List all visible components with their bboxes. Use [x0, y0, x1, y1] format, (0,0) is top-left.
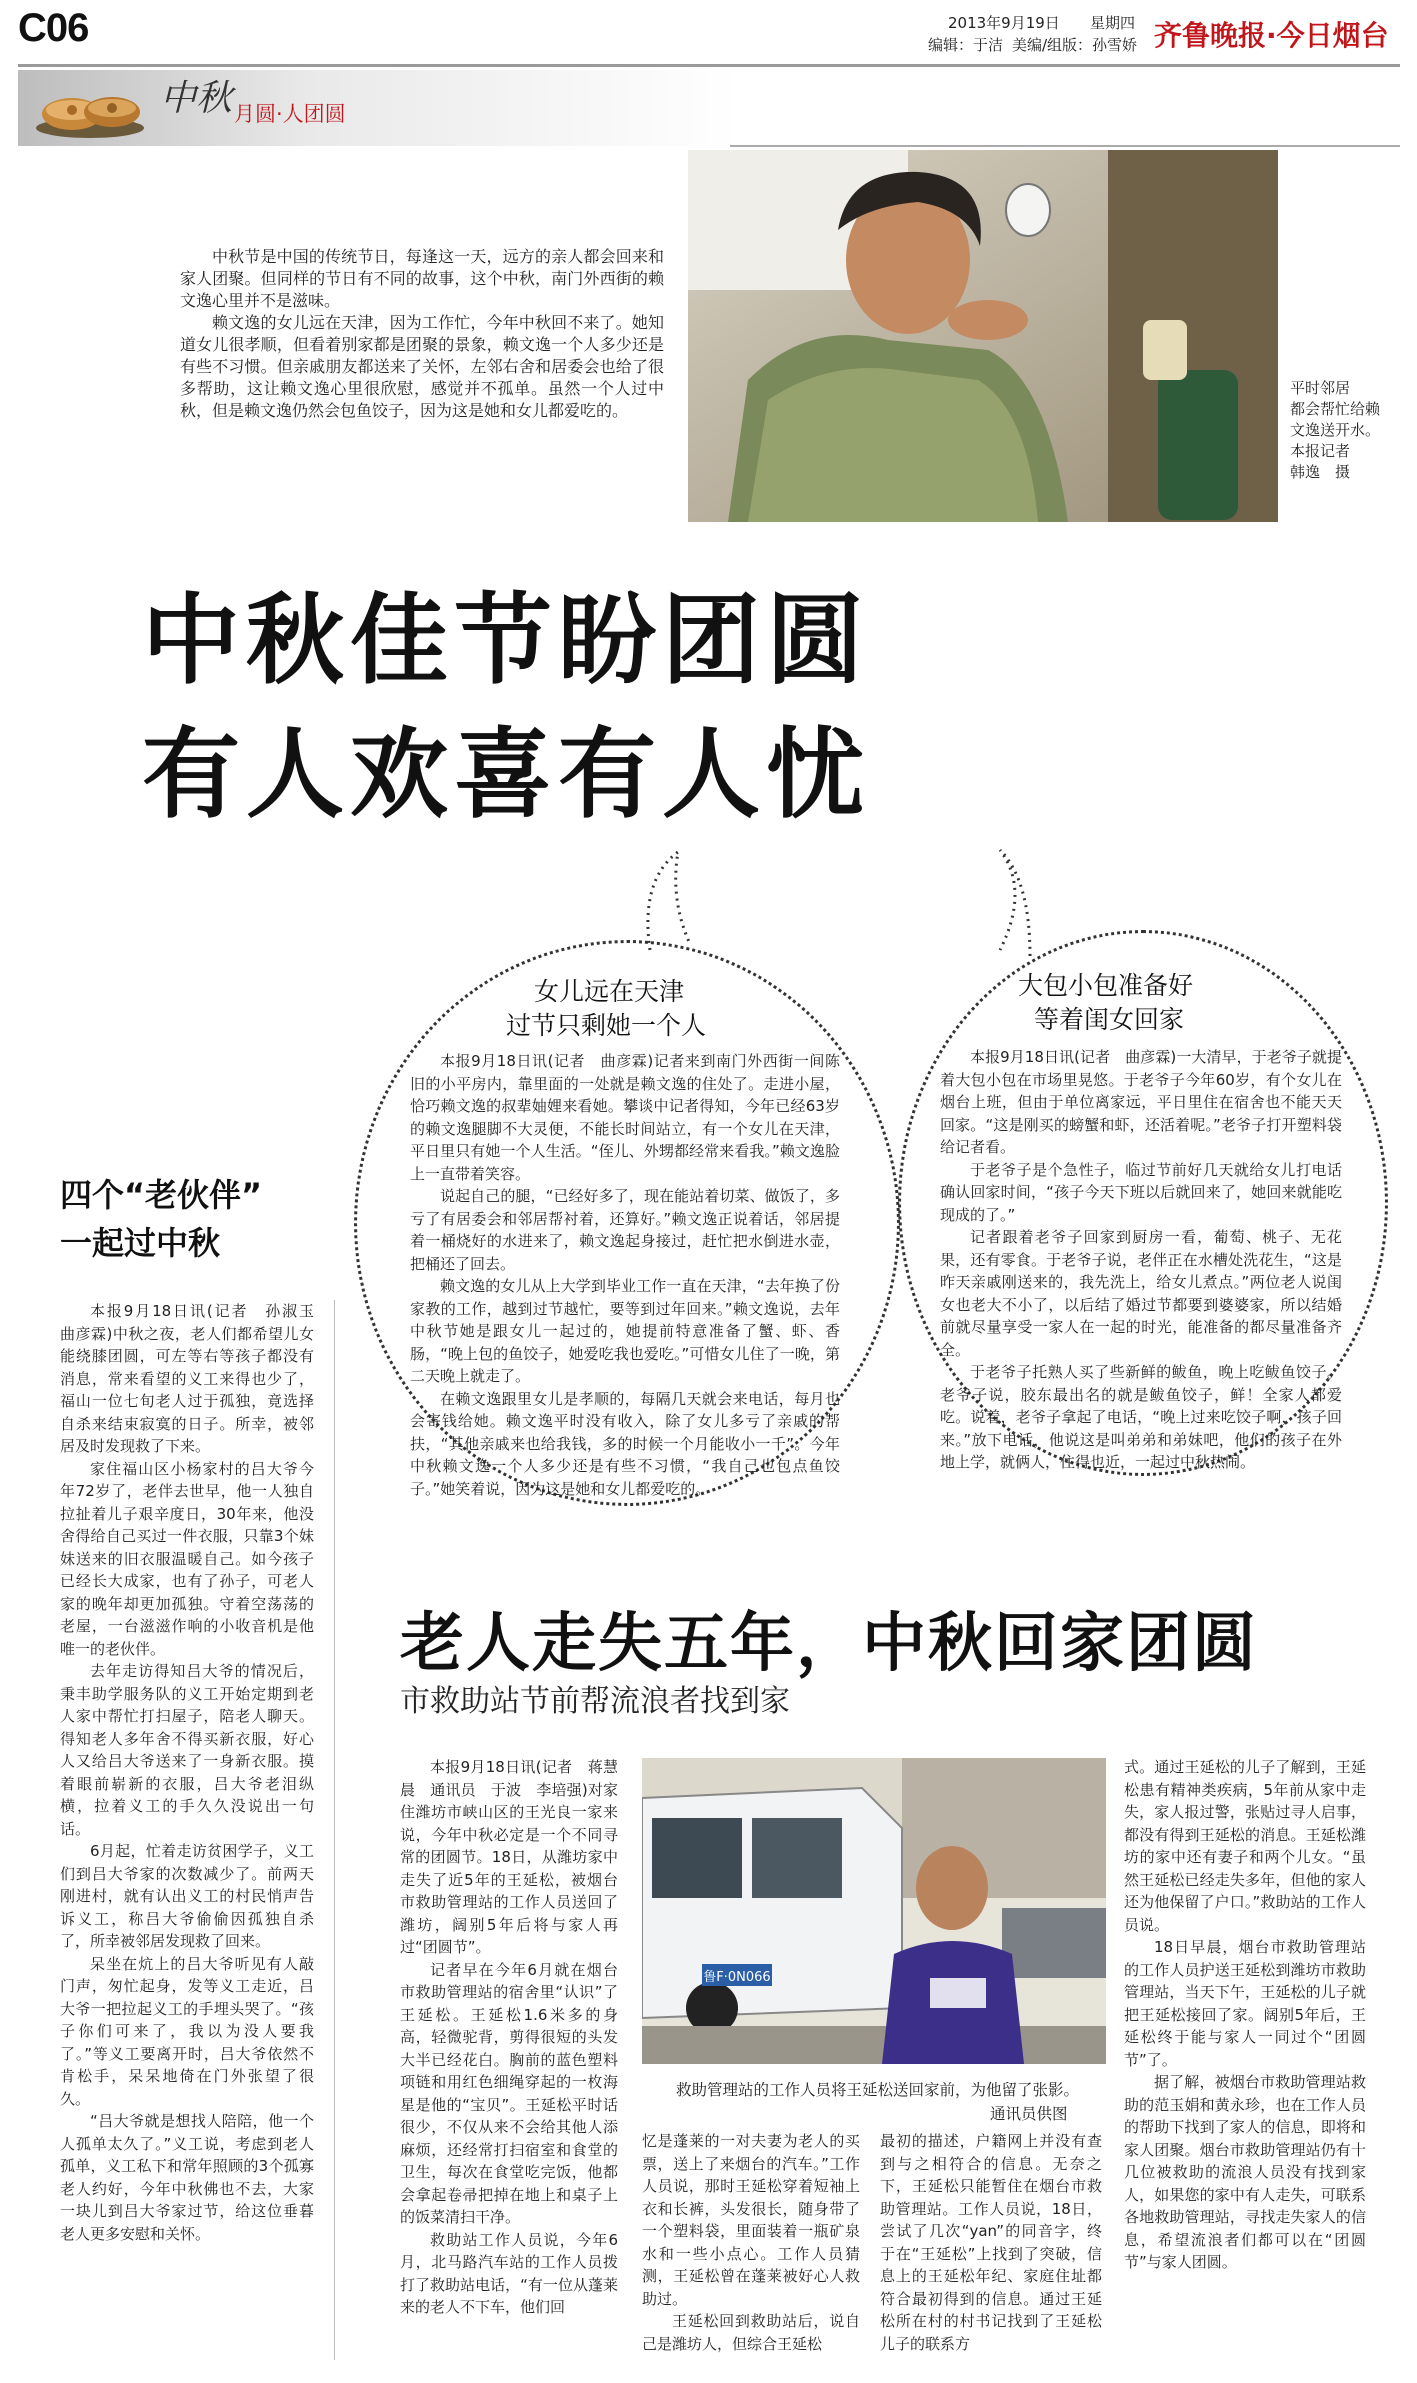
caption-line: 本报记者	[1290, 442, 1351, 460]
story2-photo-caption: 救助管理站的工作人员将王延松送回家前，为他留了张影。	[676, 2081, 1080, 2099]
story2-photo	[642, 1758, 1106, 2064]
bubble-left-title1: 女儿远在天津	[534, 977, 685, 1006]
section-calligraphy: 中秋	[160, 78, 233, 119]
story2-col1	[400, 1756, 618, 2319]
header-weekday: 星期四	[1090, 14, 1136, 32]
photo-caption	[1290, 378, 1402, 483]
column-divider	[334, 1300, 335, 2360]
story2-col3	[880, 2130, 1102, 2355]
story2-col2	[642, 2130, 860, 2355]
bubble-right-paragraph: 于老爷子是个急性子，临过节前好几天就给女儿打电话确认回家时间，“孩子今天下班以后就回来了，她回来就能吃现成的了。”	[940, 1160, 1342, 1224]
byline: 本报9月18日讯(记者 孙淑玉 曲彦霖)	[60, 1302, 330, 1343]
bubble-right-body	[940, 1046, 1342, 1474]
bubble-right-title1: 大包小包准备好	[1018, 971, 1194, 1000]
byline: 本报9月18日讯(记者 曲彦霖)	[970, 1048, 1177, 1066]
story2-paragraph: 最初的描述，户籍网上并没有查到与之相符合的信息。无奈之下，王延松只能暂住在烟台市救助管理站。工作人员说，18日，尝试了几次“yan”的同音字，终于在“王延松”上找到了突破，信息上的王延松年纪、家庭住址都符合最初得到的信息。通过王延松所在村的村书记找到了王延松儿子的联系方	[880, 2132, 1102, 2353]
story2-paragraph: 忆是蓬莱的一对夫妻为老人的买票，送上了来烟台的汽车。”工作人员说，那时王延松穿着短袖上衣和长裤，头发很长，随身带了一个塑料袋，里面装着一瓶矿泉水和一些小点心。工作人员猜测，王延松曾在蓬莱被好心人救助过。	[642, 2132, 860, 2308]
page-number: C06	[18, 6, 89, 50]
section-title: 月圆·人团圆	[234, 102, 346, 126]
bubble-right-paragraph: 记者跟着老爷子回家到厨房一看，葡萄、桃子、无花果，还有零食。于老爷子说，老伴正在水槽处洗花生，“这是昨天亲戚刚送来的，我先洗上，给女儿煮点。”两位老人说闺女也老大不小了，以后结了婚过节都要到婆婆家，所以结婚前就尽量享受一家人在一起的时光，能准备的都尽量准备齐全。	[940, 1228, 1342, 1359]
main-headline-line2: 有人欢喜有人忧	[142, 718, 871, 832]
side-story-paragraph: 6月起，忙着走访贫困学子，义工们到吕大爷家的次数减少了。前两天刚进村，就有认出义工的村民悄声告诉义工，称吕大爷偷偷因孤独自杀了，所幸被邻居发现救了回来。	[60, 1842, 314, 1950]
side-story-body	[60, 1300, 330, 2245]
mooncake-icon	[32, 78, 148, 140]
intro-paragraph: 中秋节是中国的传统节日，每逢这一天，远方的亲人都会回来和家人团聚。但同样的节日有不同的故事，这个中秋，南门外西街的赖文逸心里并不是滋味。	[180, 247, 664, 310]
story2-paragraph: 救助站工作人员说，今年6月，北马路汽车站的工作人员拨打了救助站电话，“有一位从蓬莱来的老人不下车，他们回	[400, 2230, 618, 2316]
story2-paragraph: 据了解，被烟台市救助管理站救助的范玉娟和黄永珍，也在工作人员的帮助下找到了家人的信息，即将和家人团聚。烟台市救助管理站仍有十几位被救助的流浪人员没有找到家人，如果您的家中有人走失，可联系各地救助管理站，寻找走失家人的信息，希望流浪者们都可以在“团圆节”与家人团圆。	[1124, 2073, 1366, 2271]
bubble-left-body	[410, 1050, 840, 1500]
story2-col4	[1124, 1756, 1366, 2274]
bubble-left-paragraph: 在赖文逸跟里女儿是孝顺的，每隔几天就会来电话，每月也会寄钱给她。赖文逸平时没有收入，除了女儿多亏了亲戚的帮扶，“其他亲戚来也给我钱，多的时候一个月能收小一千”。今年中秋赖文逸一个人多少还是有些不习惯，“我自己也包点鱼饺子。”她笑着说，因为这是她和女儿都爱吃的。	[410, 1389, 840, 1498]
intro-text	[180, 246, 664, 422]
story2-paragraph: 式。通过王延松的儿子了解到，王延松患有精神类疾病，5年前从家中走失，家人报过警，张贴过寻人启事，都没有得到王延松的消息。王延松潍坊的家中还有妻子和两个儿女。“虽然王延松已经走失多年，但他的家人还为他保留了户口。”救助站的工作人员说。	[1124, 1758, 1366, 1934]
story2-subhead: 市救助站节前帮流浪者找到家	[400, 1684, 790, 1719]
story2-headline: 老人走失五年，中秋回家团圆	[400, 1607, 1258, 1681]
hero-photo	[688, 150, 1278, 522]
story2-paragraph: 记者早在今年6月就在烟台市救助管理站的宿舍里“认识”了王延松。王延松1.6米多的身高，轻微驼背，剪得很短的头发大半已经花白。胸前的蓝色塑料项链和用红色细绳穿起的一枚海星是他的“宝贝”。王延松平时话很少，不仅从来不会给其他人添麻烦，还经常打扫宿室和食堂的卫生，每次在食堂吃完饭，他都会拿起卷帚把掉在地上和桌子上的饭菜清扫干净。	[400, 1960, 618, 2226]
header-art-editor: 美编/组版：孙雪娇	[1012, 36, 1138, 54]
header-date: 2013年9月19日	[948, 14, 1060, 32]
caption-line: 都会帮忙给赖	[1290, 400, 1381, 418]
bubble-right-title2: 等着闺女回家	[1034, 1005, 1185, 1034]
side-story-paragraph: “吕大爷就是想找人陪陪，他一个人孤单太久了。”义工说，考虑到老人孤单，义工私下和常年照顾的3个孤寡老人约好，今年中秋佛也不去，大家一块儿到吕大爷家过节，给这位垂暮老人更多安慰和关怀。	[60, 2112, 314, 2243]
header-editor: 编辑：于洁	[928, 36, 1004, 54]
side-story-paragraph: 呆坐在炕上的吕大爷听见有人敲门声，匆忙起身，发等义工走近，吕大爷一把拉起义工的手埋头哭了。“孩子你们可来了，我以为没人要我了。”等义工要离开时，吕大爷依然不肯松手，呆呆地倚在门外张望了很久。	[60, 1954, 314, 2108]
side-story-paragraph: 中秋之夜，老人们都希望儿女能绕膝团圆，可左等右等孩子都没有消息，常来看望的义工来得也少了，福山一位七旬老人过于孤独，竟选择自杀来结束寂寞的日子。所幸，被邻居及时发现救了下来。	[60, 1324, 314, 1455]
caption-line: 平时邻居	[1290, 379, 1351, 397]
side-story-title2: 一起过中秋	[60, 1224, 221, 1262]
byline: 本报9月18日讯(记者 曲彦霖)	[440, 1052, 654, 1070]
bubble-right-paragraph: 于老爷子托熟人买了些新鲜的鲅鱼，晚上吃鲅鱼饺子。老爷子说，胶东最出名的就是鲅鱼饺子，鲜！全家人都爱吃。说着，老爷子拿起了电话，“晚上过来吃饺子啊，孩子回来。”放下电话，他说这是叫弟弟和弟妹吧，他们的孩子在外地上学，就俩人，住得也近，一起过中秋热闹。	[940, 1363, 1342, 1471]
story2-paragraph: 王延松回到救助站后，说自己是潍坊人，但综合王延松	[642, 2312, 860, 2353]
story2-paragraph: 18日早晨，烟台市救助管理站的工作人员护送王延松到潍坊市救助管理站，当天下午，王延松的儿子就把王延松接回了家。阔别5年后，王延松终于能与家人一同过个“团圆节”了。	[1124, 1938, 1366, 2069]
bubble-right-paragraph: 一大清早，于老爷子就提着大包小包在市场里晃悠。于老爷子今年60岁，有个女儿在烟台上班，但由于单位离家远，平日里住在宿舍也不能天天回家。“这是刚买的螃蟹和虾，还活着呢。”老爷子打开塑料袋给记者看。	[940, 1048, 1342, 1156]
bubble-left-paragraph: 记者来到南门外西街一间陈旧的小平房内，靠里面的一处就是赖文逸的住处了。走进小屋，恰巧赖文逸的叔辈妯娌来看她。攀谈中记者得知，今年已经63岁的赖文逸腿脚不大灵便，不能长时间站立，有一个女儿在天津，平日里只有她一个人生活。“侄儿、外甥都经常来看我。”赖文逸脸上一直带着笑容。	[410, 1052, 840, 1183]
main-headline-line1: 中秋佳节盼团圆	[142, 584, 871, 698]
bubble-left-paragraph: 赖文逸的女儿从上大学到毕业工作一直在天津，“去年换了份家教的工作，越到过节越忙，要等到过年回来。”赖文逸说，去年中秋节她是跟女儿一起过的，她提前特意准备了蟹、虾、香肠，“晚上包的鱼饺子，她爱吃我也爱吃。”可惜女儿住了一晚，第二天晚上就走了。	[410, 1277, 840, 1385]
section-rule	[730, 145, 1400, 147]
caption-line: 文逸送开水。	[1290, 421, 1381, 439]
side-story-paragraph: 去年走访得知吕大爷的情况后，秉丰助学服务队的义工开始定期到老人家中帮忙打扫屋子，陪老人聊天。得知老人多年舍不得买新衣服，好心人又给吕大爷送来了一身新衣服。摸着眼前崭新的衣服，吕大爷老泪纵横，拉着义工的手久久没说出一句话。	[60, 1662, 314, 1838]
story2-paragraph: 对家住潍坊市峡山区的王光良一家来说，今年中秋必定是一个不同寻常的团圆节。18日，从潍坊家中走失了近5年的王延松，被烟台市救助管理站的工作人员送回了潍坊，阔别5年后将与家人再过“团圆节”。	[400, 1780, 618, 1956]
story2-photo-credit: 通讯员供图	[990, 2105, 1068, 2123]
side-story-paragraph: 家住福山区小杨家村的吕大爷今年72岁了，老伴去世早，他一人独自拉扯着儿子艰辛度日，30年来，他没舍得给自己买过一件衣服，只靠3个妹妹送来的旧衣服温暖自己。如今孩子已经长大成家，也有了孙子，可老人家的晚年却更加孤独。守着空荡荡的老屋，一台滋滋作响的小收音机是他唯一的老伙伴。	[60, 1459, 314, 1658]
newspaper-brand: 齐鲁晚报·今日烟台	[1154, 19, 1389, 52]
byline: 本报9月18日讯(记者 蒋慧晨 通讯员 于波 李培强)	[400, 1758, 618, 1799]
side-story-title1: 四个“老伙伴”	[60, 1176, 263, 1214]
intro-paragraph: 赖文逸的女儿远在天津，因为工作忙，今年中秋回不来了。她知道女儿很孝顺，但看着别家都是团聚的景象，赖文逸一个人多少还是有些不习惯。但亲戚朋友都送来了关怀，左邻右舍和居委会也给了很多帮助，这让赖文逸心里很欣慰，感觉并不孤单。虽然一个人过中秋，但是赖文逸仍然会包鱼饺子，因为这是她和女儿都爱吃的。	[180, 313, 664, 420]
van-plate: 鲁F·0N066	[703, 1970, 771, 1985]
bubble-left-paragraph: 说起自己的腿，“已经好多了，现在能站着切菜、做饭了，多亏了有居委会和邻居帮衬着，还算好。”赖文逸正说着话，邻居提着一桶烧好的水进来了，赖文逸起身接过，赶忙把水倒进水壶，把桶还了回去。	[410, 1187, 840, 1273]
caption-line: 韩逸 摄	[1290, 463, 1351, 481]
header-rule	[18, 64, 1400, 67]
bubble-left-title2: 过节只剩她一个人	[506, 1011, 707, 1040]
